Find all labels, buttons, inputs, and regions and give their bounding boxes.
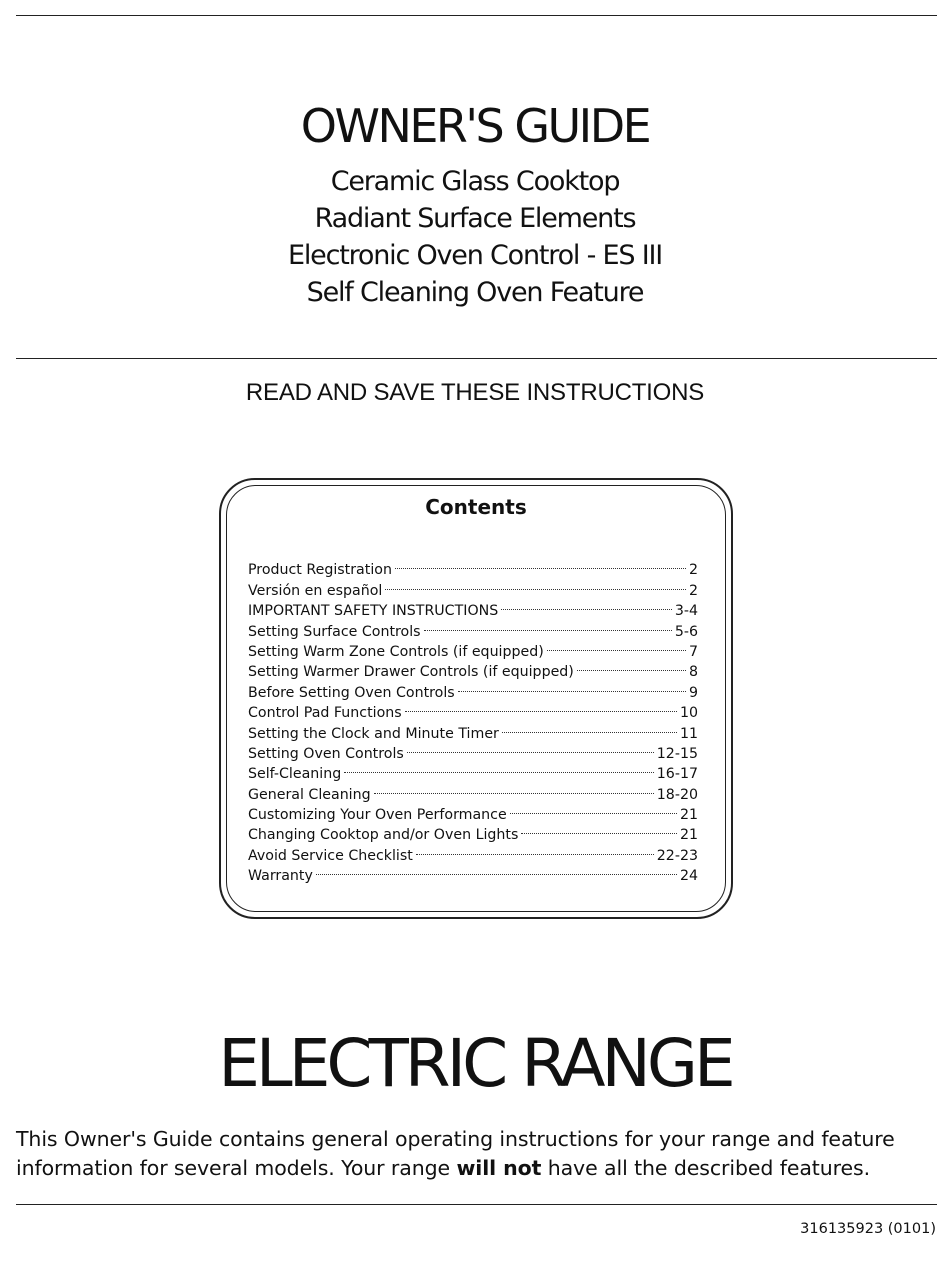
- toc-item-page: 22-23: [656, 847, 698, 864]
- top-divider: [16, 15, 937, 16]
- toc-item-page: 9: [688, 684, 698, 701]
- bottom-divider: [16, 1204, 937, 1205]
- toc-item-page: 3-4: [674, 603, 698, 620]
- toc-item-title: IMPORTANT SAFETY INSTRUCTIONS: [248, 603, 499, 620]
- toc-item-title: General Cleaning: [248, 786, 371, 803]
- toc-item-title: Self-Cleaning: [248, 766, 342, 783]
- toc-leader-dots: [405, 691, 677, 712]
- guide-title: OWNER'S GUIDE: [300, 99, 650, 153]
- toc-item-page: 2: [688, 582, 698, 599]
- intro-text-after: have all the described features.: [541, 1156, 871, 1180]
- toc-item-title: Setting the Clock and Minute Timer: [248, 725, 499, 742]
- toc-leader-dots: [547, 630, 686, 651]
- toc-leader-dots: [577, 650, 686, 671]
- toc-item: [248, 859, 698, 885]
- toc-item-title: Control Pad Functions: [248, 705, 402, 722]
- toc-item-page: 18-20: [656, 786, 698, 803]
- toc-leader-dots: [510, 793, 677, 814]
- toc-item-title: Product Registration: [248, 562, 392, 579]
- toc-item-page: 24: [679, 868, 698, 885]
- subtitle-self-cleaning: Self Cleaning Oven Feature: [306, 277, 644, 308]
- toc-item-page: 10: [679, 705, 698, 722]
- toc-item-title: Versión en español: [248, 582, 383, 599]
- toc-leader-dots: [502, 711, 677, 732]
- toc-leader-dots: [395, 548, 686, 569]
- toc-item-page: 5-6: [674, 623, 698, 640]
- contents-heading: Contents: [425, 495, 527, 519]
- table-of-contents: [248, 553, 698, 885]
- toc-item-title: Setting Oven Controls: [248, 745, 404, 762]
- subtitle-cooktop: Ceramic Glass Cooktop: [330, 166, 620, 197]
- toc-leader-dots: [458, 670, 686, 691]
- toc-item-page: 21: [679, 807, 698, 824]
- intro-paragraph: [16, 1125, 946, 1183]
- subtitle-oven-control: Electronic Oven Control - ES III: [288, 240, 662, 271]
- toc-leader-dots: [416, 833, 654, 854]
- toc-item-title: Setting Surface Controls: [248, 623, 421, 640]
- toc-leader-dots: [344, 752, 654, 773]
- toc-item-page: 8: [688, 664, 698, 681]
- toc-item-page: 7: [688, 643, 698, 660]
- toc-leader-dots: [407, 732, 654, 753]
- read-save-notice: READ AND SAVE THESE INSTRUCTIONS: [245, 379, 705, 406]
- intro-text-before: This Owner's Guide contains general operating instructions for your range and feature information for several models. Your range: [16, 1127, 895, 1180]
- toc-item-page: 12-15: [656, 745, 698, 762]
- toc-leader-dots: [501, 589, 672, 610]
- toc-item-title: Changing Cooktop and/or Oven Lights: [248, 827, 519, 844]
- toc-item-title: Customizing Your Oven Performance: [248, 807, 507, 824]
- subtitle-elements: Radiant Surface Elements: [314, 203, 636, 234]
- feature-subtitles: [0, 163, 950, 311]
- toc-item-title: Setting Warmer Drawer Controls (if equipped): [248, 664, 574, 681]
- toc-item-title: Before Setting Oven Controls: [248, 684, 455, 701]
- document-number: 316135923 (0101): [800, 1221, 936, 1237]
- toc-item-page: 16-17: [656, 766, 698, 783]
- toc-leader-dots: [521, 813, 677, 834]
- toc-item-title: Avoid Service Checklist: [248, 847, 413, 864]
- contents-box: [219, 478, 733, 919]
- toc-item-title: Setting Warm Zone Controls (if equipped): [248, 643, 544, 660]
- toc-leader-dots: [316, 854, 677, 875]
- product-title: ELECTRIC RANGE: [218, 1025, 732, 1102]
- toc-item-page: 2: [688, 562, 698, 579]
- intro-emphasis: will not: [456, 1156, 542, 1180]
- toc-leader-dots: [385, 568, 686, 589]
- toc-item-page: 11: [679, 725, 698, 742]
- toc-leader-dots: [424, 609, 672, 630]
- toc-leader-dots: [374, 772, 654, 793]
- toc-item-page: 21: [679, 827, 698, 844]
- middle-divider: [16, 358, 937, 359]
- toc-item-title: Warranty: [248, 868, 313, 885]
